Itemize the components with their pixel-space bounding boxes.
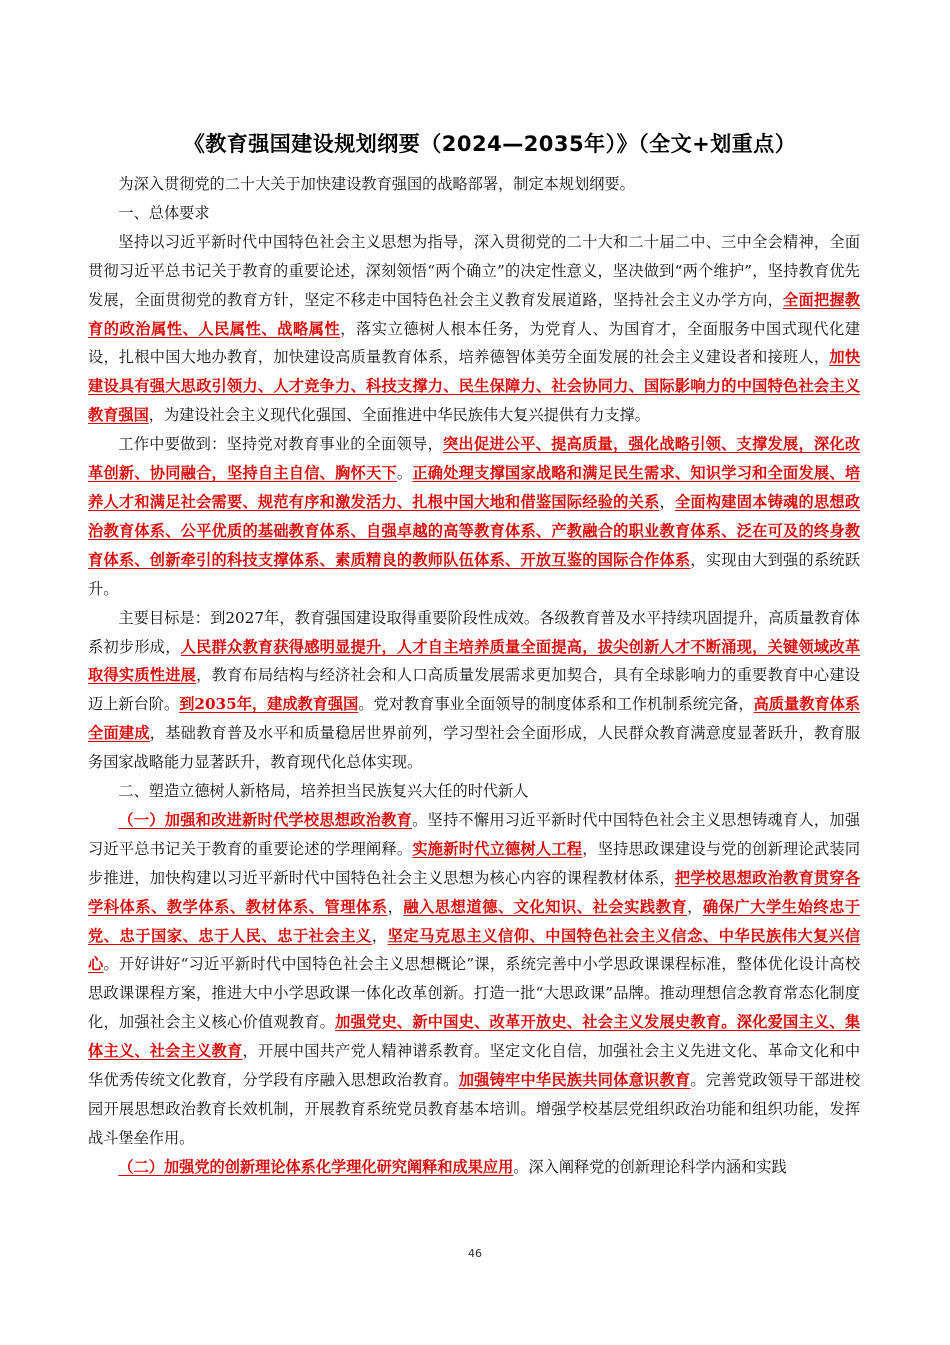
body-text: ，基础教育普及水平和质量稳居世界前列，学习型社会全面形成，人民群众教育满意度显著跃升，教育服务国家战略能力显著跃升，教育现代化总体实现。 (88, 724, 861, 772)
highlighted-text: 突出促进公平、提高质量，强化战略引领、支撑发展，深化改革创新、协同融合，坚持自主自信、胸怀天下 (88, 435, 861, 483)
highlighted-text: 高质量教育体系全面建成 (88, 695, 860, 743)
paragraph (88, 170, 860, 199)
paragraph (88, 1153, 860, 1182)
body-text: 。 (396, 464, 413, 483)
body-text: 。深入阐释党的创新理论科学内涵和实践 (513, 1157, 787, 1176)
body-text: 二、塑造立德树人新格局，培养担当民族复兴大任的时代新人 (118, 782, 529, 801)
body-text: ， (659, 492, 675, 511)
body-text: 主要目标是：到2027年，教育强国建设取得重要阶段性成效。各级教育普及水平持续巩固提升，高质量教育体系初步形成， (88, 608, 860, 656)
highlighted-text: 人民群众教育获得感明显提升，人才自主培养质量全面提高，拔尖创新人才不断涌现，关键领域改革取得实质性进展 (88, 637, 861, 685)
body-text: 为深入贯彻党的二十大关于加快建设教育强国的战略部署，制定本规划纲要。 (118, 175, 635, 193)
highlighted-text: 加强铸牢中华民族共同体意识教育 (458, 1071, 691, 1090)
body-text: ，落实立德树人根本任务，为党育人、为国育才，全面服务中国式现代化建设，扎根中国大地办教育，加快建设高质量教育体系，培养德智体美劳全面发展的社会主义建设者和接班人， (88, 319, 861, 367)
paragraph (88, 604, 860, 777)
highlighted-text: 正确处理支撑国家战略和满足民生需求、知识学习和全面发展、培养人才和满足社会需要、规范有序和激发活力、扎根中国大地和借鉴国际经验的关系 (88, 464, 861, 511)
highlighted-text: 坚定马克思主义信仰、中国特色社会主义信念、中华民族伟大复兴信心 (88, 926, 861, 974)
body-text: 。完善党政领导干部进校园开展思想政治教育长效机制，开展教育系统党员教育基本培训。增强学校基层党组织政治功能和组织功能，发挥战斗堡垒作用。 (88, 1071, 861, 1147)
paragraph (88, 430, 860, 603)
page-number: 46 (468, 1247, 482, 1260)
body-text: ， (371, 926, 388, 945)
body-text: ，为建设社会主义现代化强国、全面推进中华民族伟大复兴提供有力支撑。 (148, 406, 650, 425)
highlighted-text: 全面构建固本铸魂的思想政治教育体系、公平优质的基础教育体系、自强卓越的高等教育体系、产教融合的职业教育体系、泛在可及的终身教育体系、创新牵引的科技支撑体系、素质精良的教师队伍体系、开放互鉴的国际合作体系 (88, 492, 861, 569)
body-text: 。党对教育事业全面领导的制度体系和工作机制系统完备， (358, 695, 754, 714)
paragraph (88, 777, 860, 806)
body-text: 。开好讲好“习近平新时代中国特色社会主义思想概论”课，系统完善中小学思政课课程标准，整体优化设计高校思政课课程方案，推进大中小学思政课一体化改革创新。打造一批“大思政课”品牌。推动理想信念教育常态化制度化，加强社会主义核心价值观教育。 (88, 955, 861, 1032)
highlighted-text: 到2035年，建成教育强国 (179, 695, 359, 714)
highlighted-text: 加快建设具有强大思政引领力、人才竞争力、科技支撑力、民生保障力、社会协同力、国际影响力的中国特色社会主义教育强国 (88, 348, 861, 425)
highlighted-text: （二）加强党的创新理论体系化学理化研究阐释和成果应用 (118, 1157, 514, 1176)
body-text: ，教育布局结构与经济社会和人口高质量发展需求更加契合，具有全球影响力的重要教育中心建设迈上新台阶。 (88, 666, 861, 714)
highlighted-text: 实施新时代立德树人工程 (412, 839, 583, 858)
page-title: 《教育强国建设规划纲要（2024—2035年）》（全文+划重点） (183, 132, 797, 156)
highlighted-text: 加强党史、新中国史、改革开放史、社会主义发展史教育。深化爱国主义、集体主义、社会主义教育 (88, 1013, 861, 1061)
body-text: 一、总体要求 (118, 203, 210, 222)
paragraph (88, 228, 860, 430)
highlighted-text: 确保广大学生始终忠于党、忠于国家、忠于人民、忠于社会主义 (88, 897, 861, 945)
body-text: ，实现由大到强的系统跃升。 (88, 550, 861, 598)
body-text: ，坚持思政课建设与党的创新理论武装同步推进，加快构建以习近平新时代中国特色社会主义思想为核心内容的课程教材体系， (88, 839, 861, 887)
body-text: 工作中要做到：坚持党对教育事业的全面领导， (118, 435, 443, 454)
document-body (88, 170, 860, 1182)
paragraph (88, 806, 860, 1153)
highlighted-text: 融入思想道德、文化知识、社会实践教育 (403, 897, 688, 916)
body-text: ，开展中国共产党人精神谱系教育。坚定文化自信，加强社会主义先进文化、革命文化和中华优秀传统文化教育，分学段有序融入思想政治教育。 (88, 1042, 861, 1090)
body-text: ， (387, 897, 404, 916)
highlighted-text: （一）加强和改进新时代学校思想政治教育 (118, 810, 413, 829)
paragraph (88, 199, 860, 228)
highlighted-text: 把学校思想政治教育贯穿各学科体系、教学体系、教材体系、管理体系 (88, 868, 861, 916)
highlighted-text: 全面把握教育的政治属性、人民属性、战略属性 (88, 290, 861, 338)
body-text: 。坚持不懈用习近平新时代中国特色社会主义思想铸魂育人，加强习近平总书记关于教育的重要论述的学理阐释。 (88, 810, 861, 858)
body-text: ， (687, 897, 703, 916)
body-text: 坚持以习近平新时代中国特色社会主义思想为指导，深入贯彻党的二十大和二十届二中、三中全会精神，全面贯彻习近平总书记关于教育的重要论述，深刻领悟“两个确立”的决定性意义，坚决做到“两个维护”，坚持教育优先发展，全面贯彻党的教育方针，坚定不移走中国特色社会主义教育发展道路，坚持社会主义办学方向， (88, 232, 860, 309)
